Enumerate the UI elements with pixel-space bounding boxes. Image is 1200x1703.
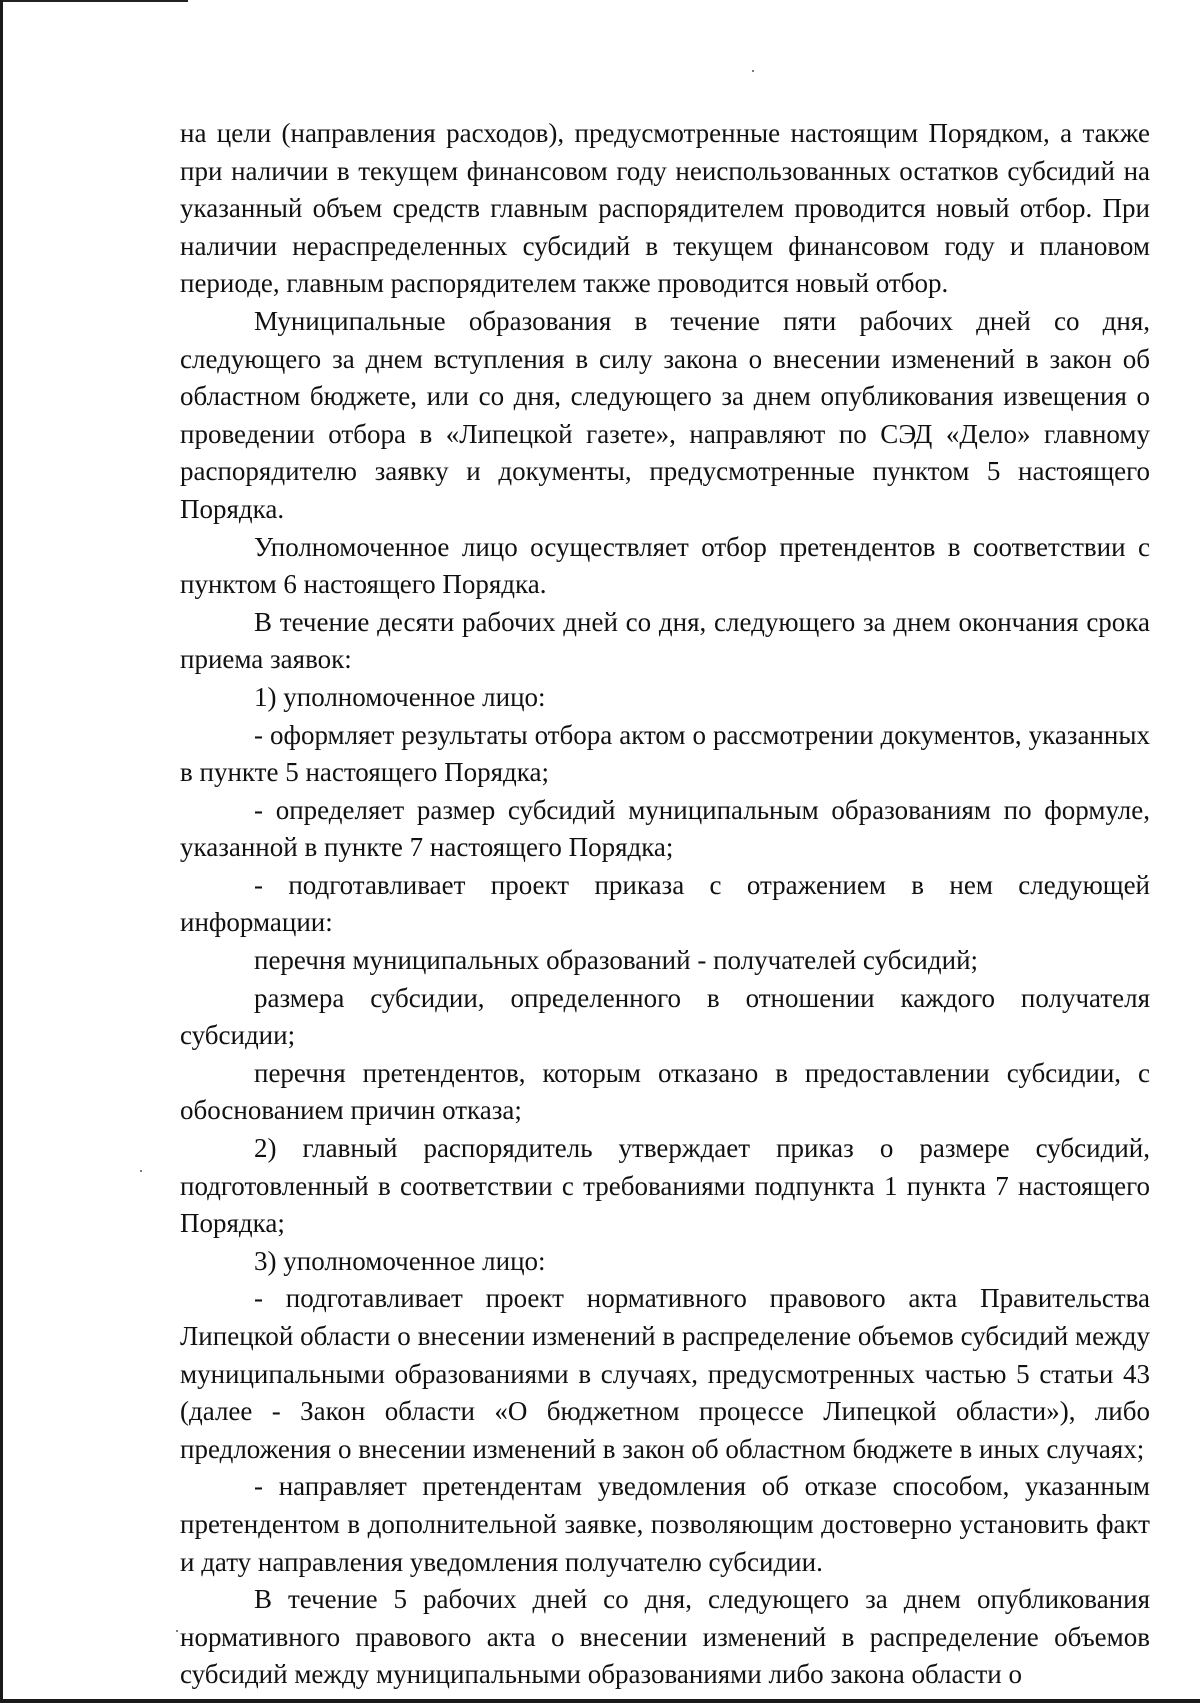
list-item: - определяет размер субсидий муниципальным образованиям по формуле, указанной в пункте 7 настоящего Порядка;	[180, 794, 1150, 863]
list-item: 1) уполномоченное лицо:	[254, 681, 546, 712]
paragraph: Муниципальные образования в течение пяти рабочих дней со дня, следующего за днем вступления в силу закона о внесении изменений в закон об областном бюджете, или со дня, следующего за днем опубликования извещения о проведении отбора в «Липецкой газете», направляют по СЭД «Дело» главному распорядителю заявку и документы, предусмотренные пунктом 5 настоящего Порядка.	[180, 305, 1150, 524]
document-body	[180, 115, 1150, 1694]
list-item: - подготавливает проект нормативного правового акта Правительства Липецкой области о внесении изменений в распределение объемов субсидий между муниципальными образованиями в случаях, предусмотренных частью 5 статьи 43 (далее - Закон области «О бюджетном процессе Липецкой области»), либо предложения о внесении изменений в закон об областном бюджете в иных случаях;	[180, 1283, 1150, 1464]
paragraph: на цели (направления расходов), предусмотренные настоящим Порядком, а также при наличии в текущем финансовом году неиспользованных остатков субсидий на указанный объем средств главным распорядителем проводится новый отбор. При наличии нераспределенных субсидий в текущем финансовом году и плановом периоде, главным распорядителем также проводится новый отбор.	[180, 118, 1150, 299]
list-item: - оформляет результаты отбора актом о рассмотрении документов, указанных в пункте 5 настоящего Порядка;	[180, 719, 1150, 788]
list-item: 3) уполномоченное лицо:	[254, 1245, 546, 1276]
scan-speck	[752, 70, 754, 72]
scan-speck	[140, 1170, 142, 1172]
paragraph: В течение десяти рабочих дней со дня, следующего за днем окончания срока приема заявок:	[180, 606, 1150, 675]
paragraph: Уполномоченное лицо осуществляет отбор претендентов в соответствии с пунктом 6 настоящего Порядка.	[180, 531, 1150, 600]
scan-edge-left	[0, 0, 3, 1703]
list-item: - направляет претендентам уведомления об отказе способом, указанным претендентом в дополнительной заявке, позволяющим достоверно установить факт и дату направления уведомления получателю субсидии.	[180, 1471, 1150, 1577]
list-item: размера субсидии, определенного в отношении каждого получателя субсидии;	[180, 982, 1150, 1051]
scan-corner-mark	[0, 0, 188, 2]
list-item: перечня муниципальных образований - получателей субсидий;	[254, 945, 979, 976]
list-item: - подготавливает проект приказа с отражением в нем следующей информации:	[180, 869, 1150, 938]
list-item: 2) главный распорядитель утверждает приказ о размере субсидий, подготовленный в соответствии с требованиями подпункта 1 пункта 7 настоящего Порядка;	[180, 1133, 1150, 1239]
scan-edge-bottom	[0, 1699, 1200, 1703]
scan-speck	[176, 1630, 178, 1632]
paragraph: В течение 5 рабочих дней со дня, следующего за днем опубликования нормативного правового акта о внесении изменений в распределение объемов субсидий между муниципальными образованиями либо закона области о	[180, 1584, 1150, 1690]
list-item: перечня претендентов, которым отказано в предоставлении субсидии, с обоснованием причин отказа;	[180, 1057, 1150, 1126]
